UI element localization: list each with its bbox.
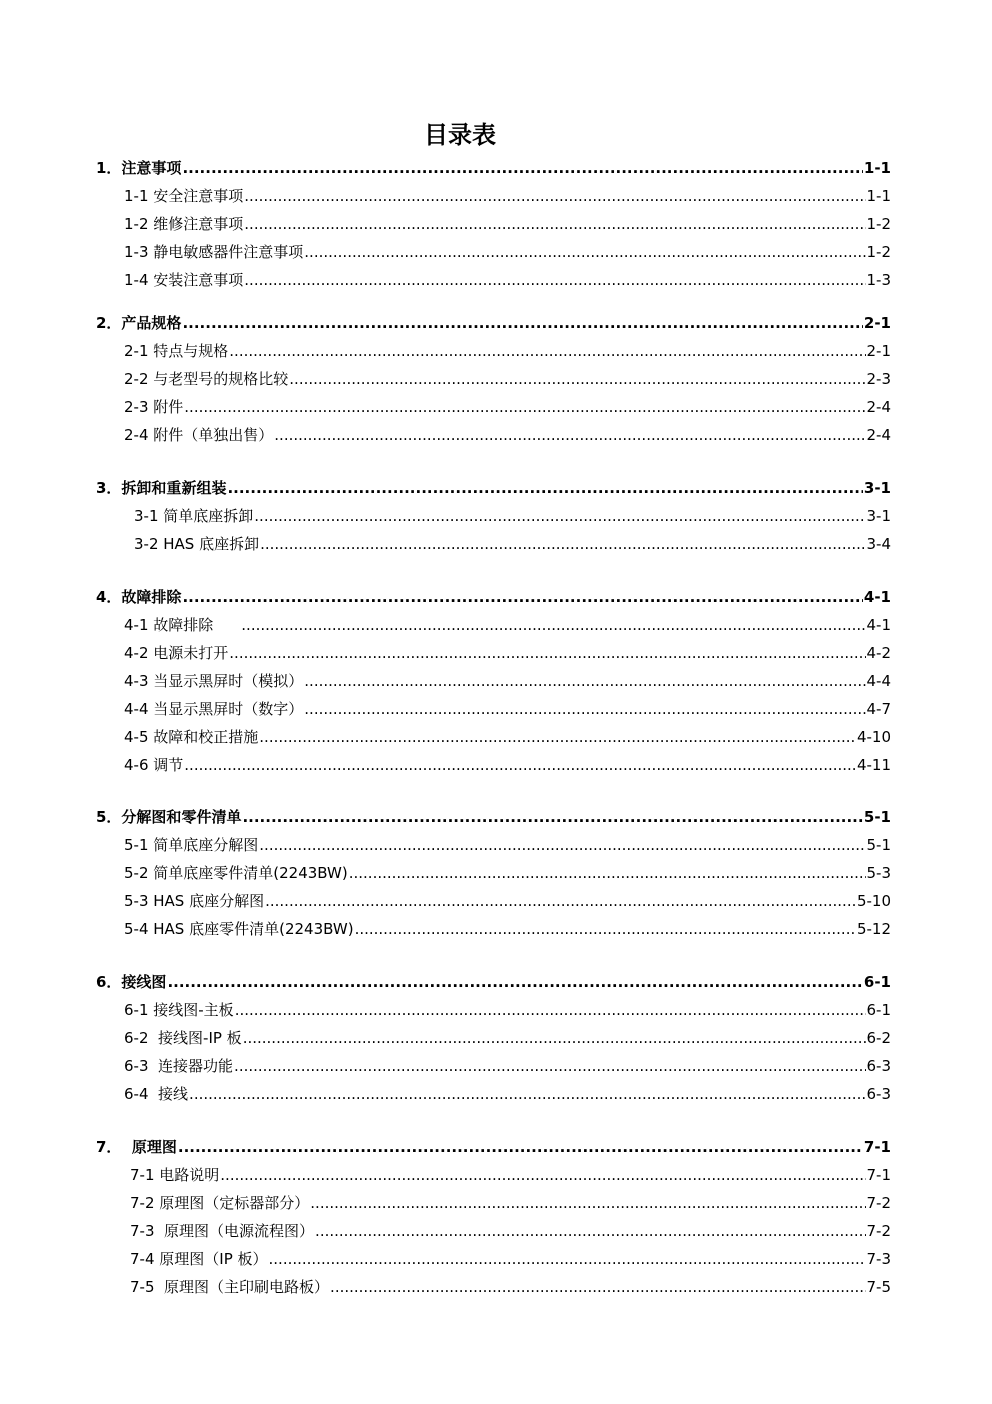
toc-page-number: 6-1 [866, 1001, 891, 1019]
toc-page-number: 5-1 [863, 808, 891, 826]
page-title: 目录表 [424, 121, 496, 149]
toc-item-label: 6-4 接线 [124, 1085, 189, 1103]
toc-page-number: 2-3 [866, 370, 891, 388]
toc-item-label: 5-1 简单底座分解图 [124, 836, 259, 854]
toc-page-number: 7-2 [866, 1194, 891, 1212]
toc-item-4-1[interactable] [124, 611, 891, 639]
toc-section-3[interactable] [96, 474, 891, 502]
toc-item-4-6[interactable] [124, 751, 891, 779]
toc-page-number: 4-11 [856, 756, 891, 774]
toc-item-label: 7-4 原理图（IP 板） [130, 1250, 268, 1268]
toc-page-number: 5-3 [866, 864, 891, 882]
toc-item-label: 7-2 原理图（定标器部分） [130, 1194, 310, 1212]
toc-item-2-3[interactable] [124, 393, 891, 421]
toc-item-6-2[interactable] [124, 1024, 891, 1052]
toc-item-label: 7-3 原理图（电源流程图） [130, 1222, 315, 1240]
toc-item-label: 5-3 HAS 底座分解图 [124, 892, 265, 910]
toc-item-label: 2-3 附件 [124, 398, 184, 416]
toc-item-label: 1-4 安装注意事项 [124, 271, 244, 289]
toc-section-5[interactable] [96, 803, 891, 831]
toc-section-label: 3．拆卸和重新组装 [96, 479, 227, 497]
toc-item-label: 7-1 电路说明 [130, 1166, 220, 1184]
toc-page-number: 5-10 [856, 892, 891, 910]
toc-section-1[interactable] [96, 154, 891, 182]
toc-page-number: 7-2 [866, 1222, 891, 1240]
toc-item-7-2[interactable] [130, 1189, 891, 1217]
toc-section-7[interactable] [96, 1133, 891, 1161]
toc-item-label: 4-2 电源未打开 [124, 644, 229, 662]
toc-item-label: 5-2 简单底座零件清单(2243BW) [124, 864, 348, 882]
toc-section-label: 5．分解图和零件清单 [96, 808, 242, 826]
toc-page-number: 5-12 [856, 920, 891, 938]
toc-item-6-1[interactable] [124, 996, 891, 1024]
toc-item-label: 6-3 连接器功能 [124, 1057, 234, 1075]
toc-item-5-3[interactable] [124, 887, 891, 915]
toc-item-7-3[interactable] [130, 1217, 891, 1245]
toc-item-label: 3-1 简单底座拆卸 [134, 507, 254, 525]
toc-page-number: 1-2 [866, 243, 891, 261]
toc-item-label: 1-1 安全注意事项 [124, 187, 244, 205]
toc-page-number: 4-1 [863, 588, 891, 606]
toc-page-number: 6-2 [866, 1029, 891, 1047]
toc-item-label: 5-4 HAS 底座零件清单(2243BW) [124, 920, 354, 938]
toc-item-label: 6-1 接线图-主板 [124, 1001, 234, 1019]
toc-page-number: 7-5 [866, 1278, 891, 1296]
toc-page-number: 1-1 [863, 159, 891, 177]
toc-page-number: 6-3 [866, 1085, 891, 1103]
toc-item-1-4[interactable] [124, 266, 891, 294]
toc-item-label: 2-1 特点与规格 [124, 342, 229, 360]
toc-page-number: 1-3 [866, 271, 891, 289]
toc-item-label: 7-5 原理图（主印刷电路板） [130, 1278, 330, 1296]
toc-item-1-3[interactable] [124, 238, 891, 266]
toc-section-label: 6．接线图 [96, 973, 167, 991]
toc-item-5-1[interactable] [124, 831, 891, 859]
toc-item-7-4[interactable] [130, 1245, 891, 1273]
toc-page-number: 4-1 [866, 616, 891, 634]
toc-page-number: 4-7 [866, 700, 891, 718]
toc-section-label: 2．产品规格 [96, 314, 182, 332]
toc-item-5-4[interactable] [124, 915, 891, 943]
toc-item-2-1[interactable] [124, 337, 891, 365]
toc-page-number: 4-2 [866, 644, 891, 662]
toc-page-number: 1-1 [866, 187, 891, 205]
toc-item-7-5[interactable] [130, 1273, 891, 1301]
toc-page-number: 6-1 [863, 973, 891, 991]
toc-item-label: 3-2 HAS 底座拆卸 [134, 535, 260, 553]
toc-page-number: 4-10 [856, 728, 891, 746]
toc-item-5-2[interactable] [124, 859, 891, 887]
toc-item-6-4[interactable] [124, 1080, 891, 1108]
toc-page-number: 4-4 [866, 672, 891, 690]
toc-page-number: 3-1 [863, 479, 891, 497]
toc-page-number: 1-2 [866, 215, 891, 233]
toc-item-1-2[interactable] [124, 210, 891, 238]
toc-section-6[interactable] [96, 968, 891, 996]
toc-page-number: 2-1 [866, 342, 891, 360]
toc-page-number: 2-4 [866, 426, 891, 444]
toc-item-label: 4-1 故障排除 [124, 616, 214, 634]
toc-item-4-3[interactable] [124, 667, 891, 695]
toc-page-number: 3-1 [866, 507, 891, 525]
toc-section-label: 7． 原理图 [96, 1138, 177, 1156]
toc-section-label: 1．注意事项 [96, 159, 182, 177]
toc-page-number: 7-1 [866, 1166, 891, 1184]
toc-item-6-3[interactable] [124, 1052, 891, 1080]
toc-page-number: 2-4 [866, 398, 891, 416]
toc-section-2[interactable] [96, 309, 891, 337]
toc-page-number: 6-3 [866, 1057, 891, 1075]
toc-item-label: 2-4 附件（单独出售） [124, 426, 274, 444]
toc-item-4-5[interactable] [124, 723, 891, 751]
toc-item-label: 1-2 维修注意事项 [124, 215, 244, 233]
toc-page-number: 5-1 [866, 836, 891, 854]
toc-item-label: 4-5 故障和校正措施 [124, 728, 259, 746]
toc-item-label: 4-6 调节 [124, 756, 184, 774]
toc-item-7-1[interactable] [130, 1161, 891, 1189]
toc-page-number: 7-3 [866, 1250, 891, 1268]
toc-page-number: 7-1 [863, 1138, 891, 1156]
toc-item-label: 2-2 与老型号的规格比较 [124, 370, 289, 388]
toc-page-number: 3-4 [866, 535, 891, 553]
toc-item-1-1[interactable] [124, 182, 891, 210]
toc-item-label: 6-2 接线图-IP 板 [124, 1029, 242, 1047]
toc-item-label: 4-3 当显示黑屏时（模拟） [124, 672, 304, 690]
toc-page-number: 2-1 [863, 314, 891, 332]
toc-item-2-4[interactable] [124, 421, 891, 449]
toc-item-2-2[interactable] [124, 365, 891, 393]
toc-item-4-2[interactable] [124, 639, 891, 667]
toc-item-4-4[interactable] [124, 695, 891, 723]
toc-item-label: 4-4 当显示黑屏时（数字） [124, 700, 304, 718]
toc-item-3-1[interactable] [134, 502, 891, 530]
toc-item-3-2[interactable] [134, 530, 891, 558]
toc-section-4[interactable] [96, 583, 891, 611]
toc-item-label: 1-3 静电敏感器件注意事项 [124, 243, 304, 261]
toc-section-label: 4．故障排除 [96, 588, 182, 606]
